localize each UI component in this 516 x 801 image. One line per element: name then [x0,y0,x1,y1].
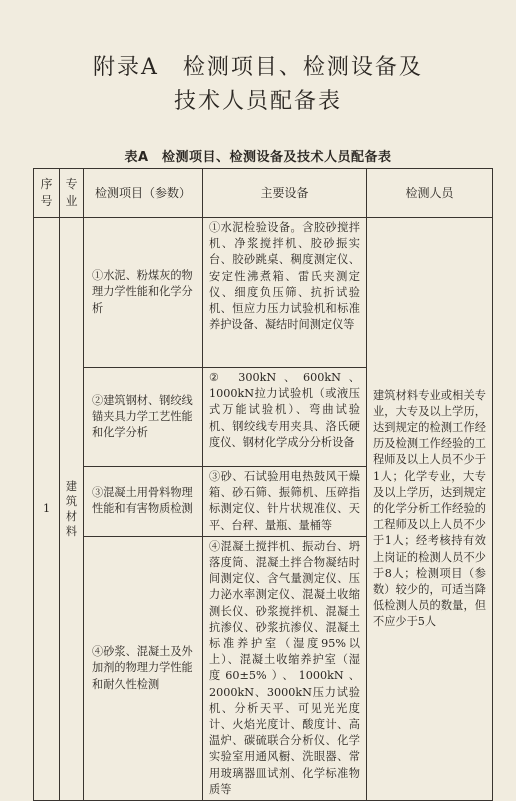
item-steel: ②建筑钢材、钢绞线锚夹具力学工艺性能和化学分析 [84,368,203,467]
major-char: 筑 [65,495,78,509]
personnel-requirements: 建筑材料专业或相关专业，大专及以上学历，达到规定的检测工作经历及检测工作经验的工程师及以上人员不少于1人；化学专业，大专及以上学历，达到规定的化学分析工作经验的工程师及以上人员不少于1人；经考核持有效上岗证的检测人员不少于8人；检测项目（参数）较少的，可适当降低检测人员的数量，但不应少于5人 [367,218,493,801]
header-personnel: 检测人员 [367,169,493,218]
major-char: 料 [65,525,78,539]
major-char: 材 [65,510,78,524]
equipment-aggregate: ③砂、石试验用电热鼓风干燥箱、砂石筛、振筛机、压碎指标测定仪、针片状规准仪、天平、台秤、量瓶、量桶等 [203,467,367,537]
table-row [34,218,493,368]
table-header-row [34,169,493,218]
header-equipment: 主要设备 [203,169,367,218]
equipment-concrete: ④混凝土搅拌机、振动台、坍落度筒、混凝土拌合物凝结时间测定仪、含气量测定仪、压力泌水率测定仪、混凝土收缩测长仪、砂浆搅拌机、混凝土抗渗仪、砂浆抗渗仪、混凝土标准养护室（湿度95%以上）、混凝土收缩养护室（湿度60±5%）、1000kN、2000kN、3000kN压力试验机、分析天平、可见光光度计、火焰光度计、酸度计、高温炉、碳硫联合分析仪、化学实验室用通风橱、洗眼器、常用玻璃器皿试剂、化学标准物质等 [203,536,367,800]
row-major [60,218,84,801]
equipment-steel: ② 300kN、600kN、1000kN拉力试验机（或液压式万能试验机）、弯曲试验机、钢绞线专用夹具、洛氏硬度仪、钢材化学成分分析设备 [203,368,367,467]
appendix-title-line1: 附录A 检测项目、检测设备及 [93,55,423,80]
equipment-personnel-table [33,168,493,801]
row-number: 1 [34,218,60,801]
header-major: 专业 [60,169,84,218]
table-caption: 表A 检测项目、检测设备及技术人员配备表 [124,150,392,165]
equipment-cement: ①水泥检验设备。含胶砂搅拌机、净浆搅拌机、胶砂振实台、胶砂跳桌、稠度测定仪、安定性沸煮箱、雷氏夹测定仪、细度负压筛、抗折试验机、恒应力压力试验机和标准养护设备、凝结时间测定仪等 [203,218,367,368]
item-cement: ①水泥、粉煤灰的物理力学性能和化学分析 [84,218,203,368]
header-item: 检测项目（参数） [84,169,203,218]
major-char: 建 [65,480,78,494]
header-number: 序号 [34,169,60,218]
appendix-title-line2: 技术人员配备表 [173,89,342,114]
item-aggregate: ③混凝土用骨料物理性能和有害物质检测 [84,467,203,537]
item-concrete: ④砂浆、混凝土及外加剂的物理力学性能和耐久性检测 [84,536,203,800]
